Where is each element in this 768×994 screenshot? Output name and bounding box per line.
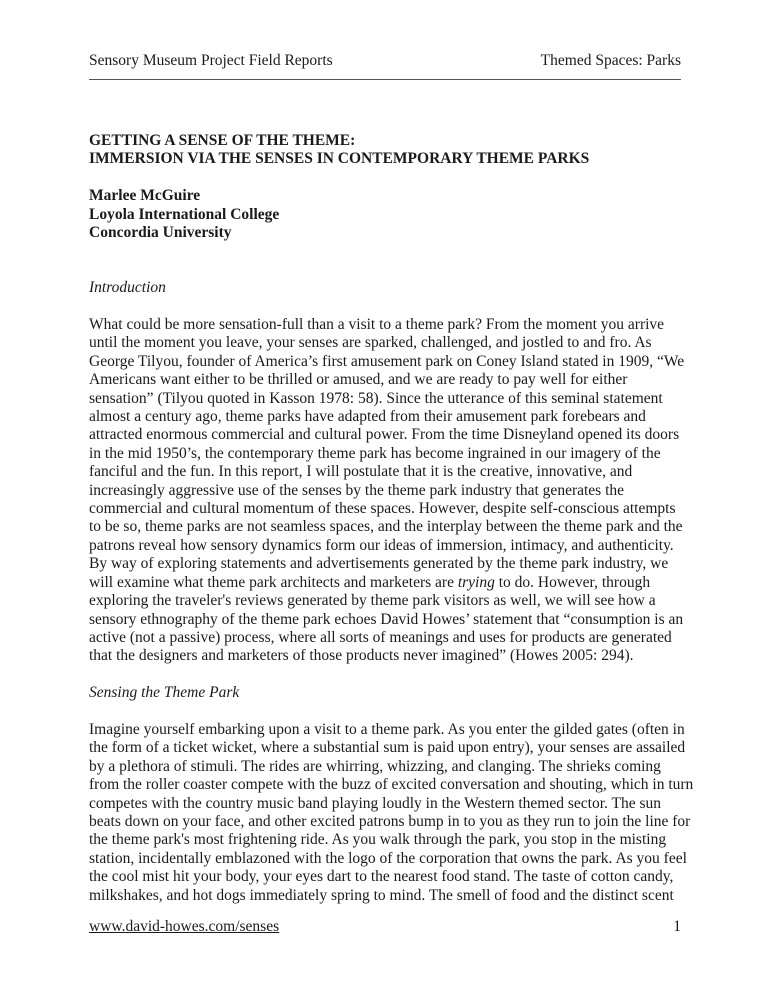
paragraph-line: the theme park's most frightening ride. As you walk through the park, you stop in the misting <box>89 831 667 849</box>
paragraph-line: attracted enormous commercial and cultural power. From the time Disneyland opened its doors <box>89 426 680 444</box>
section-heading-sensing-the-theme-park: Sensing the Theme Park <box>89 684 240 702</box>
paragraph-line: George Tilyou, founder of America’s first amusement park on Coney Island stated in 1909, “We <box>89 352 685 370</box>
document-title <box>89 132 689 169</box>
section-heading-introduction: Introduction <box>89 279 166 297</box>
sensing-paragraph <box>89 720 694 905</box>
paragraph-line: the cool mist hit your body, your eyes dart to the nearest food stand. The taste of cotton candy, <box>89 868 674 886</box>
header-series-title: Sensory Museum Project Field Reports <box>89 52 333 69</box>
paragraph-line: in the mid 1950’s, the contemporary theme park has become ingrained in our imagery of the <box>89 444 661 462</box>
paragraph-line: exploring the traveler's reviews generated by theme park visitors as well, we will see how a <box>89 592 656 610</box>
paragraph-line: fanciful and the fun. In this report, I will postulate that it is the creative, innovative, and <box>89 463 633 481</box>
paragraph-line: active (not a passive) process, where all sorts of meanings and uses for products are generated <box>89 628 672 646</box>
paragraph-line: almost a century ago, theme parks have adapted from their amusement park forebears and <box>89 408 646 426</box>
paragraph-line: Imagine yourself embarking upon a visit to a theme park. As you enter the gilded gates (often in <box>89 720 685 738</box>
paragraph-line: Americans want either to be thrilled or amused, and we are ready to pay well for either <box>89 371 628 389</box>
website-link[interactable]: www.david-howes.com/senses <box>89 918 280 935</box>
header-divider <box>89 79 681 80</box>
text-run: will examine what theme park architects and marketers are <box>89 573 458 591</box>
author-block <box>89 187 689 242</box>
title-line: GETTING A SENSE OF THE THEME: <box>89 132 356 149</box>
emphasis-trying: trying <box>457 573 495 591</box>
paragraph-line: patrons reveal how sensory dynamics form our ideas of immersion, intimacy, and authenticity. <box>89 536 674 554</box>
paragraph-line: competes with the country music band playing loudly in the Western themed sector. The sun <box>89 794 661 812</box>
header-section-title: Themed Spaces: Parks <box>540 52 681 69</box>
paragraph-line <box>89 574 689 592</box>
author-affiliation: Concordia University <box>89 224 232 242</box>
running-footer <box>89 918 681 936</box>
paragraph-line: By way of exploring statements and advertisements generated by the theme park industry, we <box>89 555 669 573</box>
paragraph-line: sensation” (Tilyou quoted in Kasson 1978: 58). Since the utterance of this seminal statement <box>89 389 663 407</box>
paragraph-line: by a plethora of stimuli. The rides are whirring, whizzing, and clanging. The shrieks coming <box>89 757 661 775</box>
title-line: IMMERSION VIA THE SENSES IN CONTEMPORARY THEME PARKS <box>89 150 590 168</box>
page-number: 1 <box>673 918 681 935</box>
document-body <box>89 132 694 905</box>
paragraph-line: from the roller coaster compete with the buzz of excited conversation and shouting, which in turn <box>89 776 694 794</box>
paragraph-line: station, incidentally emblazoned with the logo of the corporation that owns the park. As you feel <box>89 849 687 867</box>
paragraph-line: beats down on your face, and other excited patrons bump in to you as they run to join the line for <box>89 812 691 830</box>
running-header <box>89 52 681 70</box>
paragraph-line: sensory ethnography of the theme park echoes David Howes’ statement that “consumption is an <box>89 610 684 628</box>
author-affiliation: Loyola International College <box>89 205 280 223</box>
paragraph-line: milkshakes, and hot dogs immediately spring to mind. The smell of food and the distinct scent <box>89 886 674 904</box>
paragraph-line: increasingly aggressive use of the senses by the theme park industry that generates the <box>89 481 625 499</box>
paragraph-line: to be so, theme parks are not seamless spaces, and the interplay between the theme park and the <box>89 518 683 536</box>
paragraph-line: the form of a ticket wicket, where a substantial sum is paid upon entry), your senses are assailed <box>89 739 686 757</box>
paragraph-line: until the moment you leave, your senses are sparked, challenged, and jostled to and fro. As <box>89 334 652 352</box>
paragraph-line: that the designers and marketers of those products never imagined” (Howes 2005: 294). <box>89 647 634 665</box>
paragraph-line: What could be more sensation-full than a visit to a theme park? From the moment you arrive <box>89 316 665 333</box>
introduction-paragraph <box>89 316 689 666</box>
text-run: to do. However, through <box>494 573 651 591</box>
paragraph-line: commercial and cultural momentum of these spaces. However, despite self-conscious attempts <box>89 500 676 518</box>
author-name: Marlee McGuire <box>89 187 201 205</box>
